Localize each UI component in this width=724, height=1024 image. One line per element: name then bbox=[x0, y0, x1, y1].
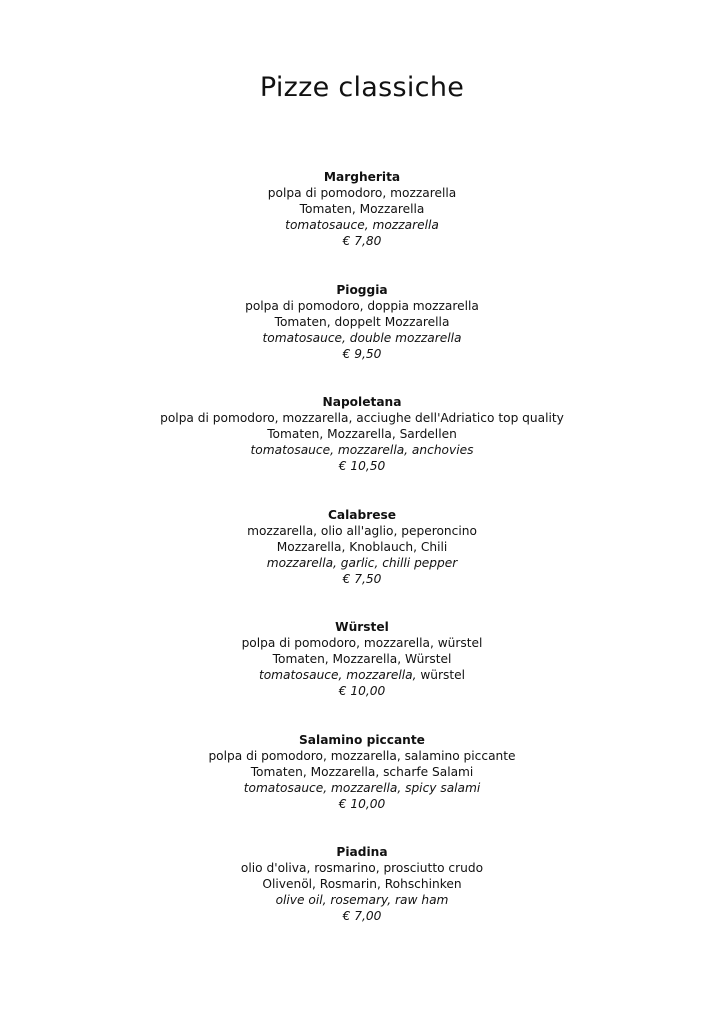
english-italic: mozzarella, garlic, chilli pepper bbox=[266, 555, 458, 570]
item-description-german: Tomaten, Mozzarella, scharfe Salami bbox=[250, 764, 474, 779]
english-italic: tomatosauce, mozzarella, bbox=[258, 668, 421, 682]
item-price: € 7,80 bbox=[342, 234, 382, 248]
item-name: Margherita bbox=[323, 170, 401, 184]
item-description-german: Tomaten, Mozzarella, Sardellen bbox=[267, 427, 457, 441]
item-description-english bbox=[0, 555, 724, 571]
menu-item-napoletana bbox=[0, 394, 724, 507]
item-price: € 7,50 bbox=[342, 571, 382, 586]
item-description-english bbox=[0, 217, 724, 233]
item-description-italian: mozzarella, olio all'aglio, peperoncino bbox=[247, 523, 477, 538]
english-italic: tomatosauce, mozzarella, spicy salami bbox=[243, 780, 481, 795]
item-name: Napoletana bbox=[322, 395, 402, 409]
item-price: € 10,00 bbox=[338, 796, 386, 811]
item-price: € 7,00 bbox=[342, 909, 382, 923]
item-description-italian: polpa di pomodoro, mozzarella bbox=[267, 186, 457, 200]
menu-item-pioggia bbox=[0, 282, 724, 395]
item-description-german: Tomaten, Mozzarella, Würstel bbox=[272, 652, 452, 666]
item-description-italian: polpa di pomodoro, mozzarella, acciughe dell'Adriatico top quality bbox=[160, 411, 564, 425]
item-description-german: Tomaten, Mozzarella bbox=[299, 202, 425, 216]
item-description-italian: polpa di pomodoro, mozzarella, salamino piccante bbox=[208, 748, 516, 763]
english-italic: tomatosauce, mozzarella, anchovies bbox=[250, 443, 474, 457]
item-description-english bbox=[0, 780, 724, 796]
item-description-italian: polpa di pomodoro, doppia mozzarella bbox=[245, 298, 479, 313]
item-price: € 10,00 bbox=[338, 684, 386, 698]
menu-item-piadina bbox=[0, 844, 724, 957]
item-name: Würstel bbox=[335, 620, 389, 634]
menu-item-margherita bbox=[0, 169, 724, 282]
menu-item-salamino-piccante bbox=[0, 732, 724, 845]
item-description-german: Tomaten, doppelt Mozzarella bbox=[274, 314, 450, 329]
item-name: Pioggia bbox=[336, 282, 388, 297]
item-name: Salamino piccante bbox=[299, 732, 425, 747]
english-italic: tomatosauce, mozzarella bbox=[285, 218, 439, 232]
item-price: € 10,50 bbox=[338, 459, 386, 473]
item-name: Calabrese bbox=[327, 507, 397, 522]
item-description-italian: polpa di pomodoro, mozzarella, würstel bbox=[241, 636, 483, 650]
item-description-english bbox=[0, 667, 724, 683]
item-description-english bbox=[0, 892, 724, 908]
page-title: Pizze classiche bbox=[259, 72, 465, 103]
english-italic: olive oil, rosemary, raw ham bbox=[275, 893, 449, 907]
item-description-english bbox=[0, 330, 724, 346]
menu-item-wurstel bbox=[0, 619, 724, 732]
menu-list bbox=[0, 169, 724, 957]
item-price: € 9,50 bbox=[342, 346, 382, 361]
item-description-english bbox=[0, 442, 724, 458]
item-name: Piadina bbox=[336, 845, 388, 859]
english-italic: tomatosauce, double mozzarella bbox=[262, 330, 462, 345]
english-plain: würstel bbox=[420, 668, 466, 682]
menu-item-calabrese bbox=[0, 507, 724, 620]
item-description-german: Mozzarella, Knoblauch, Chili bbox=[276, 539, 448, 554]
item-description-italian: olio d'oliva, rosmarino, prosciutto crudo bbox=[240, 861, 484, 875]
item-description-german: Olivenöl, Rosmarin, Rohschinken bbox=[262, 877, 462, 891]
